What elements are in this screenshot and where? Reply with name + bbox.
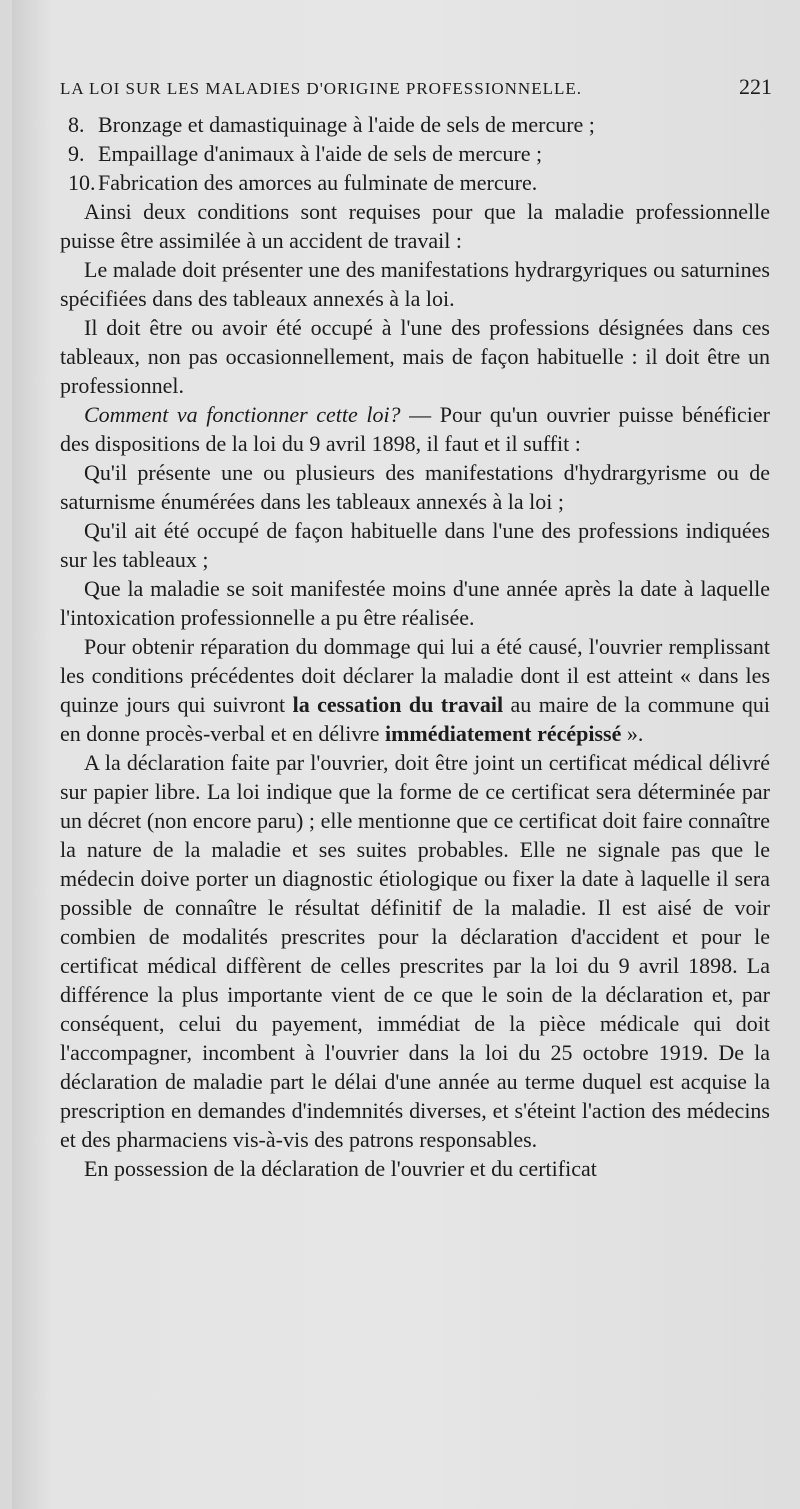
paragraph: Que la maladie se soit manifestée moins d'une année après la date à laquelle l'intoxication professionnelle a pu être réalisée. [60,576,770,630]
paragraph [60,632,770,748]
paragraph: Qu'il ait été occupé de façon habituelle dans l'une des professions indiquées sur les tableaux ; [60,518,770,572]
italic-question: Comment va fonctionner cette loi? [84,402,401,427]
bold-phrase: immédiatement récépissé [384,721,622,746]
paragraph: En possession de la déclaration de l'ouvrier et du certificat [84,1156,597,1181]
paragraph: Ainsi deux conditions sont requises pour que la maladie professionnelle puisse être assimilée à un accident de travail : [60,199,770,253]
book-page [12,0,800,1509]
list-text: Empaillage d'animaux à l'aide de sels de mercure ; [98,141,543,166]
paragraph: A la déclaration faite par l'ouvrier, doit être joint un certificat médical délivré sur papier libre. La loi indique que la forme de ce certificat sera déterminée par un décret (non encore paru) ; elle mentionne que ce certificat doit faire connaître la nature de la maladie et ses suites probables. Elle ne signale pas que le médecin doive porter un diagnostic étiologique ou fixer la date à laquelle il sera possible de connaître le résultat définitif de la maladie. Il est aisé de voir combien de modalités prescrites pour la déclaration d'accident et pour le certificat médical diffèrent de celles prescrites par la loi du 9 avril 1898. La différence la plus importante vient de ce que le soin de la déclaration et, par conséquent, celui du payement, immédiat de la pièce médicale qui doit l'accompagner, incombent à l'ouvrier dans la loi du 25 octobre 1919. De la déclaration de maladie part le délai d'une année au terme duquel est acquise la prescription en demandes d'indemnités diverses, et s'éteint l'action des médecins et des pharmaciens vis-à-vis des patrons responsables. [60,750,770,1152]
list-text: Fabrication des amorces au fulminate de mercure. [98,170,538,195]
list-item [60,139,770,168]
bold-phrase: la cessation du travail [292,692,504,717]
paragraph: Qu'il présente une ou plusieurs des manifestations d'hydrargyrisme ou de saturnisme énumérées dans les tableaux annexés à la loi ; [60,460,770,514]
running-title: LA LOI SUR LES MALADIES D'ORIGINE PROFESSIONNELLE. [60,79,582,98]
paragraph: Le malade doit présenter une des manifestations hydrargyriques ou saturnines spécifiées dans des tableaux annexés à la loi. [60,257,770,311]
paragraph-part: Pour obtenir réparation du dommage qui lui a été causé, l'ouvrier remplissant les conditions précédentes doit déclarer la maladie dont il est atteint « dans les quinze jours qui suivront [60,634,770,717]
list-number: 9. [68,141,85,166]
list-item [60,168,770,197]
paragraph-part: ». [621,721,644,746]
list-item [60,110,770,139]
paragraph-rest: — Pour qu'un ouvrier puisse bénéficier des dispositions de la loi du 9 avril 1898, il faut et il suffit : [60,402,770,456]
paragraph [60,400,770,458]
list-text: Bronzage et damastiquinage à l'aide de sels de mercure ; [98,112,595,137]
list-number: 8. [68,112,85,137]
paragraph: Il doit être ou avoir été occupé à l'une des professions désignées dans ces tableaux, non pas occasionnellement, mais de façon habituelle : il doit être un professionnel. [60,315,770,398]
page-number: 221 [739,74,772,99]
paragraph-part: au maire de la commune qui en donne procès-verbal et en délivre [60,692,770,746]
list-number: 10. [68,170,96,195]
body-text [60,110,770,1183]
running-head [60,74,772,100]
